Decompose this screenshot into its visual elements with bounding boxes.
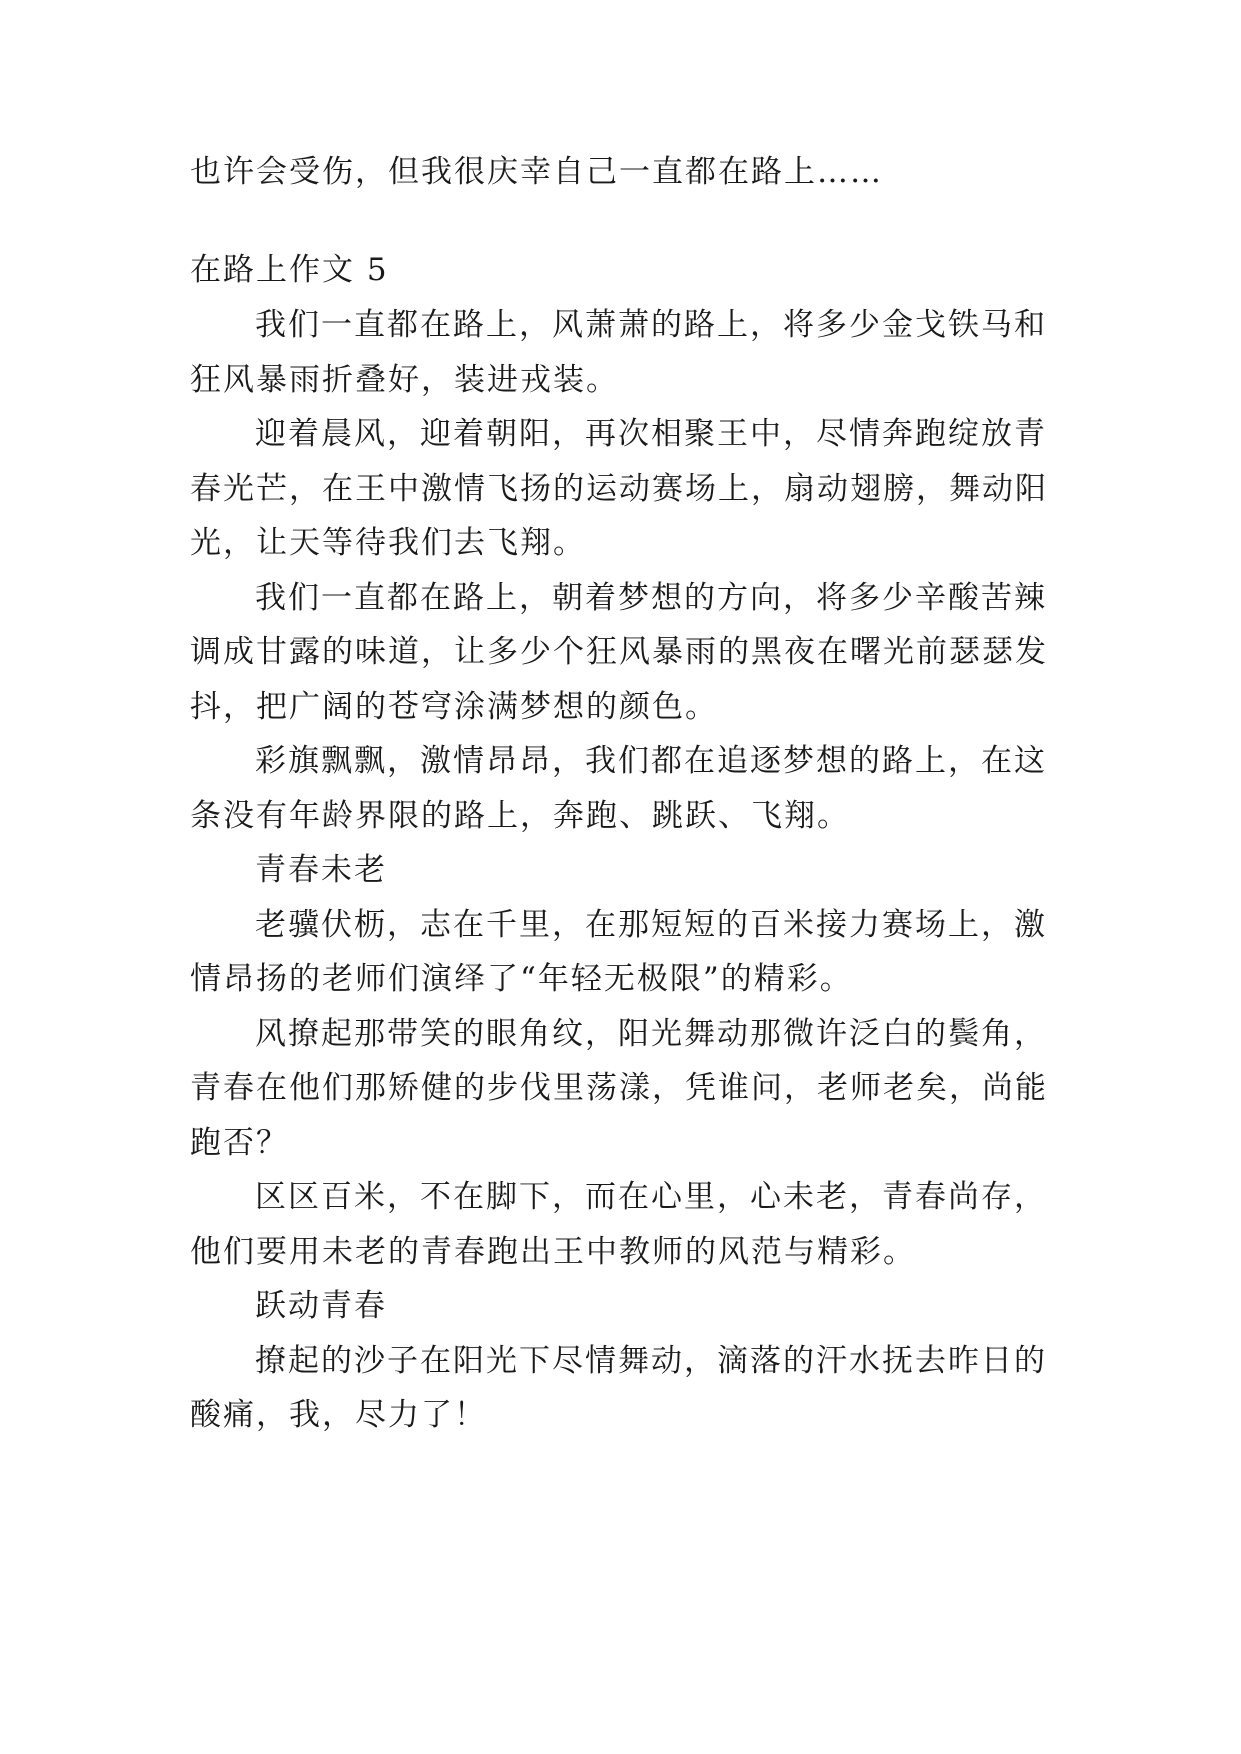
paragraph-line: 狂风暴雨折叠好，装进戎装。	[190, 362, 619, 398]
paragraph-line: 老骥伏枥，志在千里，在那短短的百米接力赛场上，激	[255, 907, 1047, 943]
paragraph-line: 区区百米，不在脚下，而在心里，心未老，青春尚存，	[255, 1179, 1047, 1215]
paragraph-line: 酸痛，我，尽力了！	[190, 1397, 487, 1433]
subheading: 青春未老	[255, 852, 387, 888]
paragraph-line: 撩起的沙子在阳光下尽情舞动，滴落的汗水抚去昨日的	[255, 1343, 1047, 1379]
paragraph-line: 光，让天等待我们去飞翔。	[190, 525, 586, 561]
paragraph-line: 彩旗飘飘，激情昂昂，我们都在追逐梦想的路上，在这	[255, 743, 1047, 779]
paragraph-line: 春光芒，在王中激情飞扬的运动赛场上，扇动翅膀，舞动阳	[190, 471, 1048, 507]
paragraph-line: 迎着晨风，迎着朝阳，再次相聚王中，尽情奔跑绽放青	[255, 416, 1047, 452]
paragraph-line: 情昂扬的老师们演绎了“年轻无极限”的精彩。	[190, 961, 853, 997]
subheading: 跃动青春	[255, 1288, 387, 1324]
paragraph-line: 我们一直都在路上，风萧萧的路上，将多少金戈铁马和	[255, 307, 1047, 343]
paragraph-line: 条没有年龄界限的路上，奔跑、跳跃、飞翔。	[190, 798, 850, 834]
text-line: 也许会受伤，但我很庆幸自己一直都在路上……	[190, 154, 883, 190]
paragraph-line: 抖，把广阔的苍穹涂满梦想的颜色。	[190, 689, 718, 725]
paragraph-line: 调成甘露的味道，让多少个狂风暴雨的黑夜在曙光前瑟瑟发	[190, 634, 1048, 670]
paragraph-line: 风撩起那带笑的眼角纹，阳光舞动那微许泛白的鬓角，	[255, 1016, 1047, 1052]
section-heading: 在路上作文 5	[190, 252, 389, 288]
paragraph-line: 他们要用未老的青春跑出王中教师的风范与精彩。	[190, 1234, 916, 1270]
paragraph-line: 跑否？	[190, 1125, 289, 1161]
paragraph-line: 青春在他们那矫健的步伐里荡漾，凭谁问，老师老矣，尚能	[190, 1070, 1048, 1106]
paragraph-line: 我们一直都在路上，朝着梦想的方向，将多少辛酸苦辣	[255, 580, 1047, 616]
